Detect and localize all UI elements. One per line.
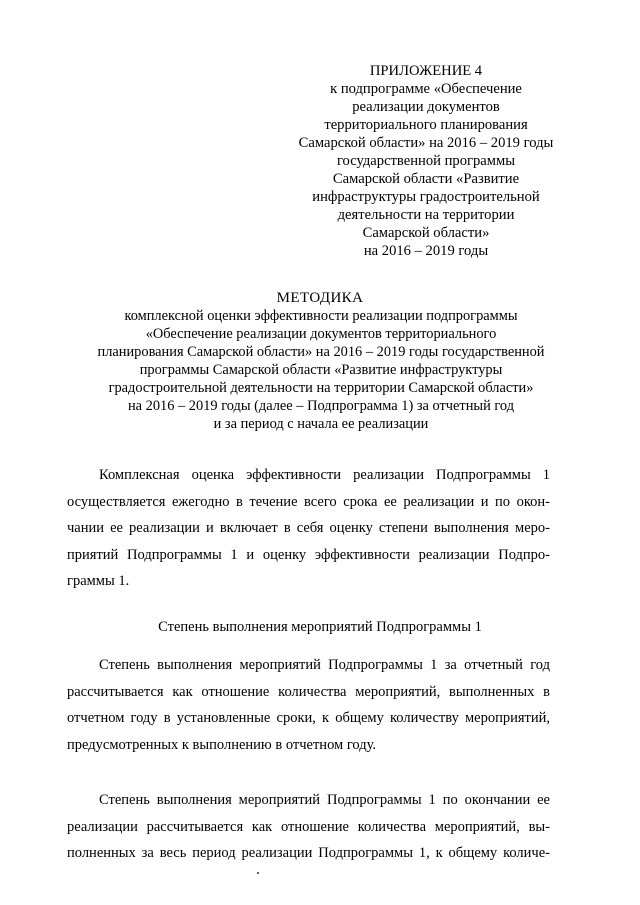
appendix-line: Самарской области»	[362, 225, 490, 241]
method-subtitle-line: программы Самарской области «Развитие инфраструктуры	[139, 362, 503, 378]
appendix-line: реализации документов	[352, 99, 500, 115]
appendix-line: Самарской области «Развитие	[332, 171, 520, 187]
appendix-line: ПРИЛОЖЕНИЕ 4	[369, 63, 483, 79]
appendix-line: инфраструктуры градостроительной	[312, 189, 540, 205]
paragraph-line: осуществляется ежегодно в течение всего срока ее реализации и по окон-	[67, 493, 550, 510]
appendix-line: территориального планирования	[324, 117, 528, 133]
paragraph-line: Степень выполнения мероприятий Подпрограммы 1 за отчетный год	[99, 657, 550, 673]
appendix-header	[262, 62, 590, 260]
method-subtitle-line: и за период с начала ее реализации	[213, 416, 429, 432]
method-subtitle-line: «Обеспечение реализации документов территориального	[145, 326, 497, 342]
appendix-line: деятельности на территории	[337, 207, 515, 223]
paragraph-line: Степень выполнения мероприятий Подпрограммы 1 по окончании ее	[99, 792, 550, 808]
method-subtitle-line: градостроительной деятельности на территории Самарской области»	[108, 380, 534, 396]
scan-speck	[257, 872, 259, 874]
paragraph-line: отчетном году в установленные сроки, к общему количеству мероприятий,	[67, 710, 550, 726]
appendix-line: государственной программы	[336, 153, 516, 169]
appendix-line: на 2016 – 2019 годы	[363, 243, 489, 259]
annual-degree-paragraph	[67, 652, 550, 758]
paragraph-line: приятий Подпрограммы 1 и оценку эффективности реализации Подпро-	[67, 546, 550, 563]
final-degree-paragraph	[67, 787, 550, 867]
appendix-line: к подпрограмме «Обеспечение	[330, 81, 522, 97]
paragraph-line: реализации рассчитывается как отношение количества мероприятий, вы-	[67, 818, 550, 835]
method-subtitle-line: на 2016 – 2019 годы (далее – Подпрограмма 1) за отчетный год	[127, 398, 515, 414]
method-title: МЕТОДИКА	[276, 290, 364, 306]
section-heading: Степень выполнения мероприятий Подпрограммы 1	[158, 619, 482, 635]
paragraph-line: рассчитывается как отношение количества мероприятий, выполненных в	[67, 683, 550, 700]
paragraph-line: чании ее реализации и включает в себя оценку степени выполнения меро-	[67, 520, 550, 536]
method-subtitle	[56, 307, 586, 433]
method-subtitle-line: планирования Самарской области» на 2016 – 2019 годы государственной	[97, 344, 545, 360]
paragraph-line: предусмотренных к выполнению в отчетном году.	[67, 736, 377, 753]
paragraph-line: полненных за весь период реализации Подпрограммы 1, к общему количе-	[67, 845, 550, 861]
method-subtitle-line: комплексной оценки эффективности реализации подпрограммы	[124, 308, 518, 324]
paragraph-line: граммы 1.	[67, 573, 130, 589]
intro-paragraph	[67, 462, 550, 595]
paragraph-line: Комплексная оценка эффективности реализации Подпрограммы 1	[99, 467, 550, 483]
appendix-line: Самарской области» на 2016 – 2019 годы	[298, 135, 554, 151]
